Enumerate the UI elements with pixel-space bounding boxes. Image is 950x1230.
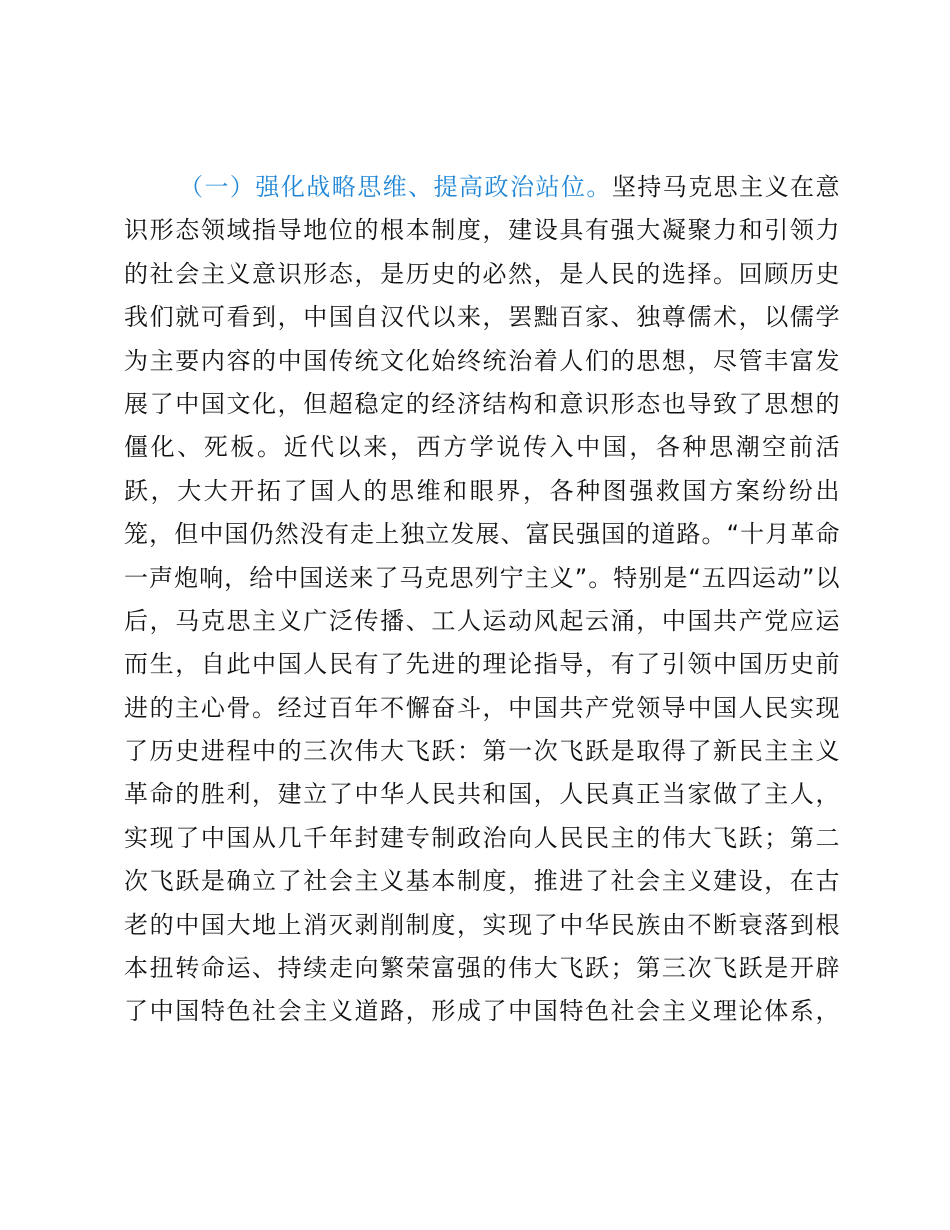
paragraph-line: 后，马克思主义广泛传播、工人运动风起云涌，中国共产党应运 xyxy=(124,606,840,635)
paragraph-line: 实现了中国从几千年封建专制政治向人民民主的伟大飞跃；第二 xyxy=(124,823,840,852)
paragraph-line: 了中国特色社会主义道路，形成了中国特色社会主义理论体系， xyxy=(124,997,840,1026)
paragraph-line: 识形态领域指导地位的根本制度，建设具有强大凝聚力和引领力 xyxy=(124,216,840,245)
paragraph-line: 次飞跃是确立了社会主义基本制度，推进了社会主义建设，在古 xyxy=(124,867,840,896)
paragraph-line: 而生，自此中国人民有了先进的理论指导，有了引领中国历史前 xyxy=(124,650,840,679)
paragraph-line: 一声炮响，给中国送来了马克思列宁主义”。特别是“五四运动”以 xyxy=(124,563,840,592)
paragraph-line: 进的主心骨。经过百年不懈奋斗，中国共产党领导中国人民实现 xyxy=(124,693,840,722)
paragraph-line: 老的中国大地上消灭剥削制度，实现了中华民族由不断衰落到根 xyxy=(124,910,840,939)
paragraph-line: 僵化、死板。近代以来，西方学说传入中国，各种思潮空前活 xyxy=(124,433,840,462)
paragraph-line: 革命的胜利，建立了中华人民共和国，人民真正当家做了主人， xyxy=(124,780,840,809)
paragraph-line: 的社会主义意识形态，是历史的必然，是人民的选择。回顾历史 xyxy=(124,259,840,288)
paragraph-line: 展了中国文化，但超稳定的经济结构和意识形态也导致了思想的 xyxy=(124,389,840,418)
section-heading: （一）强化战略思维、提高政治站位。 xyxy=(179,173,612,201)
first-line-text: 坚持马克思主义在意 xyxy=(611,173,841,201)
paragraph-first-line xyxy=(124,166,840,209)
paragraph-line: 笼，但中国仍然没有走上独立发展、富民强国的道路。“十月革命 xyxy=(124,520,840,549)
paragraph-line: 了历史进程中的三次伟大飞跃：第一次飞跃是取得了新民主主义 xyxy=(124,737,840,766)
body-paragraph xyxy=(124,166,840,1034)
paragraph-line: 为主要内容的中国传统文化始终统治着人们的思想，尽管丰富发 xyxy=(124,346,840,375)
paragraph-line: 本扭转命运、持续走向繁荣富强的伟大飞跃；第三次飞跃是开辟 xyxy=(124,954,840,983)
paragraph-line: 跃，大大开拓了国人的思维和眼界，各种图强救国方案纷纷出 xyxy=(124,476,840,505)
paragraph-line: 我们就可看到，中国自汉代以来，罢黜百家、独尊儒术，以儒学 xyxy=(124,303,840,332)
